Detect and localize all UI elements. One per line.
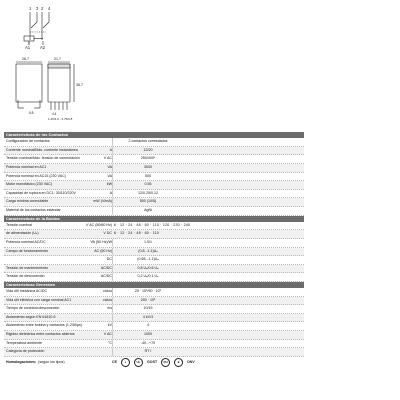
spec-row [4,305,304,314]
dim-pin-length: 5.8 [29,111,34,115]
spec-row [4,138,304,147]
spec-value: 0.55 [112,181,183,189]
cert-mark-ru: RU [161,358,170,367]
spec-value: 0.8 Uₙ/0.6 Uₙ [112,265,183,273]
spec-value: 10/15 [112,305,183,313]
cert-mark-e: E [174,358,183,367]
front-view [16,57,42,108]
spec-unit: °C [107,340,112,345]
spec-label: Tensión de mantenimiento [6,265,48,270]
spec-value: 6 · 12 · 24 · 48 · 60 · 110 · 120 · 230 · 240 [114,222,191,227]
spec-unit: ms [107,306,112,311]
spec-value: (0.65...1.1)Uₙ [112,256,183,264]
spec-row [4,222,304,231]
spec-row [4,273,304,282]
spec-label: Potencia nominal en AC1 [6,164,47,169]
spec-value: 4 kV/3 [112,314,183,322]
spec-unit: kV [107,323,112,328]
spec-unit: V AC [103,332,112,337]
spec-label: Tiempo de conexión/desconexión [6,306,60,311]
spec-row [4,181,304,190]
spec-label: Categoría de protección [6,349,45,354]
relay-drawing [0,0,400,125]
spec-value: 12/0.25/0.12 [112,190,183,198]
cert-mark-c: c [121,358,130,367]
spec-row [4,190,304,199]
cert-mark-ul: UL [134,358,143,367]
cert-mark-ce: CE [112,360,117,365]
certification-marks [112,358,195,367]
spec-unit: V AC (50/60 Hz) [86,222,112,227]
spec-row [4,288,304,297]
spec-row [4,239,304,248]
spec-row [4,322,304,331]
spec-label: Motor monofásico (230 VAC) [6,182,53,187]
spec-value: 500 (10/5) [112,198,183,206]
spec-value: (0.8...1.1)Uₙ [112,248,183,256]
pin-label-4: 4 [48,6,51,11]
section-header: Características de los Contactos [4,132,304,138]
spec-value: 3000 [112,164,183,172]
spec-table [4,132,304,367]
spec-unit: kW [106,182,112,187]
coil-label-a2: A2 [40,45,46,50]
spec-unit: DC [106,257,112,262]
spec-label: Corriente nominal/Máx. corriente instantánea [6,147,78,152]
spec-value: 4 [112,322,183,330]
spec-row [4,248,304,257]
coil-label-a1: A1 [25,45,31,50]
spec-unit: V AC [103,156,112,161]
spec-row [4,340,304,349]
spec-row [4,297,304,306]
spec-label: Carga mínima conmutable [6,199,49,204]
pin-label-1: 1 [29,6,32,11]
spec-unit: AC/DC [100,274,112,279]
spec-label: Potencia nominal en AC15 (230 VAC) [6,173,66,178]
certifications-sublabel: (según los tipos) [38,359,65,364]
certifications-label [6,357,106,367]
spec-unit: mW (V/mA) [93,199,112,204]
spec-value: 1.5/1 [112,239,183,247]
spec-label: Aislamiento según EN 61810-5 [6,314,56,319]
terminal-note: 1.25/1.0 - 4.75/0.8 [48,117,73,121]
spec-unit: ciclos [103,297,112,302]
cert-mark-dnv: DNV [187,360,195,365]
spec-unit: V DC [103,231,112,236]
certifications-row [4,357,304,367]
spec-value: 12/20 [112,147,183,155]
spec-value: -40...+70 [112,340,183,348]
spec-label: Material de los contactos estándar [6,207,61,212]
spec-row [4,155,304,164]
side-view [29,57,83,121]
spec-unit: A [109,147,112,152]
dim-height: 36.7 [76,83,83,87]
dim-pin-pitch: 4.4 [52,112,57,116]
pin-label-2: 2 [41,6,44,11]
spec-unit: AC/DC [100,265,112,270]
spec-unit: ciclos [103,289,112,294]
spec-row [4,256,304,265]
spec-label: Aislamiento entre bobina y contactos (1.2/50µs) [6,323,82,328]
spec-value: 6 · 12 · 24 · 48 · 60 · 110 [114,231,160,236]
spec-value: 1000 [112,331,183,339]
spec-row [4,164,304,173]
spec-value: 2 contactos conmutados [112,138,183,146]
spec-value: 20 · 10⁶/50 · 10⁶ [112,288,183,296]
spec-row [4,230,304,239]
section-header: Características de la Bobina [4,216,304,222]
spec-row [4,198,304,207]
spec-label: Vida útil eléctrica con carga nominal AC1 [6,297,72,302]
spec-value: 500 [112,173,183,181]
spec-row [4,314,304,323]
spec-value: 0.2 Uₙ/0.1 Uₙ [112,273,183,281]
spec-label: Campo de funcionamiento [6,248,48,253]
certifications-title: Homologaciones: [6,359,37,364]
spec-value: AgNi [112,207,183,215]
spec-row [4,173,304,182]
dim-front-width: 26.7 [22,57,29,61]
cert-mark-gost: GOST [147,360,158,365]
spec-label: Vida útil mecánica AC/DC [6,289,48,294]
spec-unit: VA (50 Hz)/W [90,239,112,244]
spec-label: Tensión nominal [6,222,32,227]
spec-row [4,348,304,357]
spec-label: Potencia nominal AC/DC [6,239,46,244]
spec-value: 200 · 10³ [112,297,183,305]
relay-diagram [0,0,400,125]
spec-unit: AC (50 Hz) [94,248,112,253]
spec-label: Tensión nominal/Máx. tensión de conmutación [6,156,80,161]
spec-value: RT I [112,348,183,356]
spec-label: Rigidez dieléctrica entre contactos abiertos [6,332,75,337]
spec-unit: VA [107,173,112,178]
spec-row [4,331,304,340]
spec-value: 250/400* [112,155,183,163]
pin-label-3: 3 [36,6,39,11]
spec-label: Capacidad de ruptura en DC1: 30/110/220V [6,190,76,195]
spec-unit: VA [107,164,112,169]
spec-label: de alimentación (Uₙ) [6,231,39,236]
section-header: Características Generales [4,282,304,288]
dim-side-width: 21.7 [54,57,61,61]
spec-row [4,207,304,216]
spec-label: Tensión de desconexión [6,274,45,279]
spec-row [4,265,304,274]
spec-row [4,147,304,156]
spec-unit: A [109,190,112,195]
spec-label: Configuración de contactos [6,139,50,144]
spec-label: Temperatura ambiente [6,340,42,345]
wiring-schematic [24,6,51,50]
